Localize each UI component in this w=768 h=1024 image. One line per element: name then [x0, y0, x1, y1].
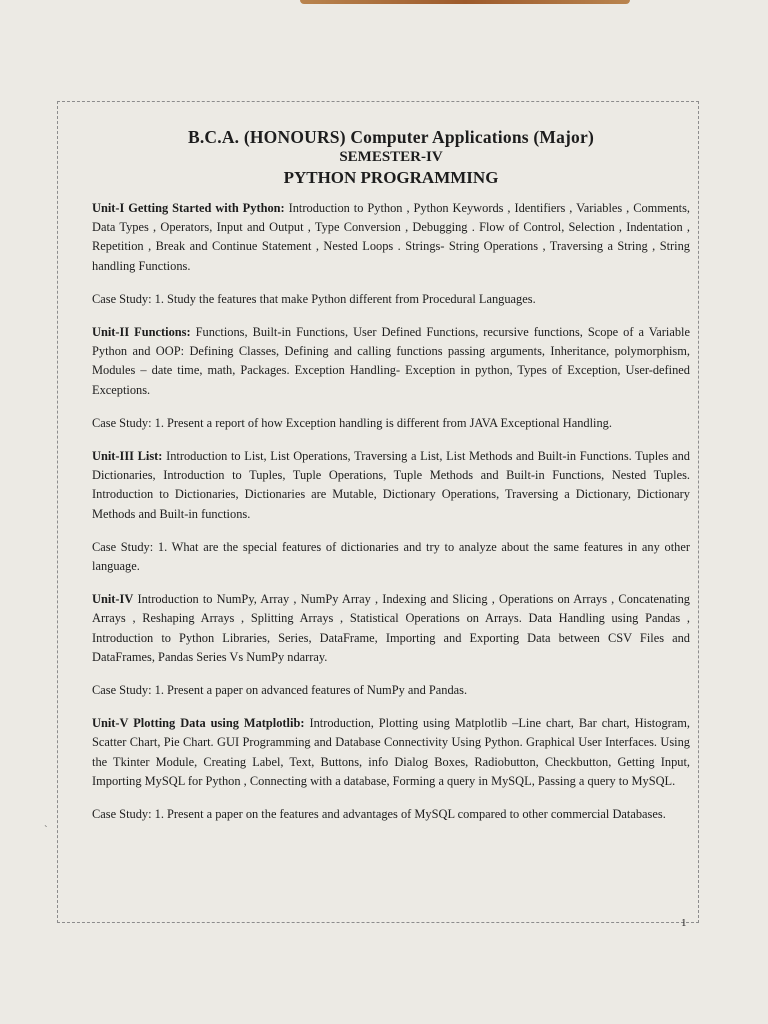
- unit-1-paragraph: [92, 199, 690, 276]
- unit-4-body: Introduction to NumPy, Array , NumPy Array , Indexing and Slicing , Operations on Arrays , Concatenating Arrays , Reshaping Arrays , Splitting Arrays , Statistical Operations on Arrays. Data Handling using Pandas , Introduction to Python Libraries, Series, DataFrame, Importing and Exporting Data between CSV Files and DataFrames, Pandas Series Vs NumPy ndarray.: [92, 592, 690, 664]
- page-title: B.C.A. (HONOURS) Computer Applications (Major): [187, 127, 595, 147]
- unit-2-body: Functions, Built-in Functions, User Defined Functions, recursive functions, Scope of a Variable Python and OOP: Defining Classes, Defining and calling functions passing arguments, Inheritance, polymorphism, Modules – date time, math, Packages. Exception Handling- Exception in python, Types of Exception, User-defined Exceptions.: [92, 325, 690, 397]
- unit-4-heading: Unit-IV: [92, 592, 134, 607]
- unit-1-heading: Unit-I Getting Started with Python:: [92, 201, 285, 215]
- unit-1-body: Introduction to Python , Python Keywords , Identifiers , Variables , Comments, Data Types , Operators, Input and Output , Type Conversion , Debugging . Flow of Control, Selection , Indentation , Repetition , Break and Continue Statement , Nested Loops . Strings- String Operations , Traversing a String , String handling Functions.: [92, 201, 690, 273]
- unit-1-case-study: Case Study: 1. Study the features that make Python different from Procedural Languages.: [92, 291, 536, 306]
- unit-5-body: Introduction, Plotting using Matplotlib –Line chart, Bar chart, Histogram, Scatter Chart, Pie Chart. GUI Programming and Database Connectivity Using Python. Graphical User Interfaces. Using the Tkinter Module, Creating Label, Text, Buttons, info Dialog Boxes, Radiobutton, Checkbutton, Getting Input, Importing MySQL for Python , Connecting with a database, Forming a query in MySQL, Passing a query to MySQL.: [92, 716, 691, 788]
- unit-5-heading: Unit-V Plotting Data using Matplotlib:: [92, 716, 305, 731]
- unit-3-case-study: Case Study: 1. What are the special features of dictionaries and try to analyze about the same features in any other language.: [92, 539, 690, 574]
- subject-title: PYTHON PROGRAMMING: [283, 168, 499, 187]
- unit-3-paragraph: [92, 447, 690, 524]
- document-header: [92, 126, 690, 189]
- semester-label: SEMESTER-IV: [339, 149, 443, 165]
- paper-edge-strip: [300, 0, 630, 4]
- unit-4-paragraph: [92, 590, 690, 667]
- unit-2-heading: Unit-II Functions:: [92, 325, 191, 340]
- unit-4-case-study: Case Study: 1. Present a paper on advanced features of NumPy and Pandas.: [92, 683, 468, 698]
- syllabus-content: [92, 126, 690, 838]
- unit-3-heading: Unit-III List:: [92, 449, 163, 464]
- unit-2-case-study: Case Study: 1. Present a report of how Exception handling is different from JAVA Exceptional Handling.: [92, 415, 612, 430]
- margin-mark: `: [44, 824, 48, 836]
- unit-2-paragraph: [92, 323, 690, 400]
- unit-3-body: Introduction to List, List Operations, Traversing a List, List Methods and Built-in Functions. Tuples and Dictionaries, Introduction to Tuples, Tuple Operations, Tuple Methods and Built-in Functions, Nested Tuples. Introduction to Dictionaries, Dictionaries are Mutable, Dictionary Operations, Traversing a Dictionary, Dictionary Methods and Built-in functions.: [92, 449, 690, 521]
- unit-5-case-study: Case Study: 1. Present a paper on the features and advantages of MySQL compared to other commercial Databases.: [92, 807, 666, 822]
- unit-5-paragraph: [92, 714, 690, 791]
- page-number: 1: [681, 917, 687, 929]
